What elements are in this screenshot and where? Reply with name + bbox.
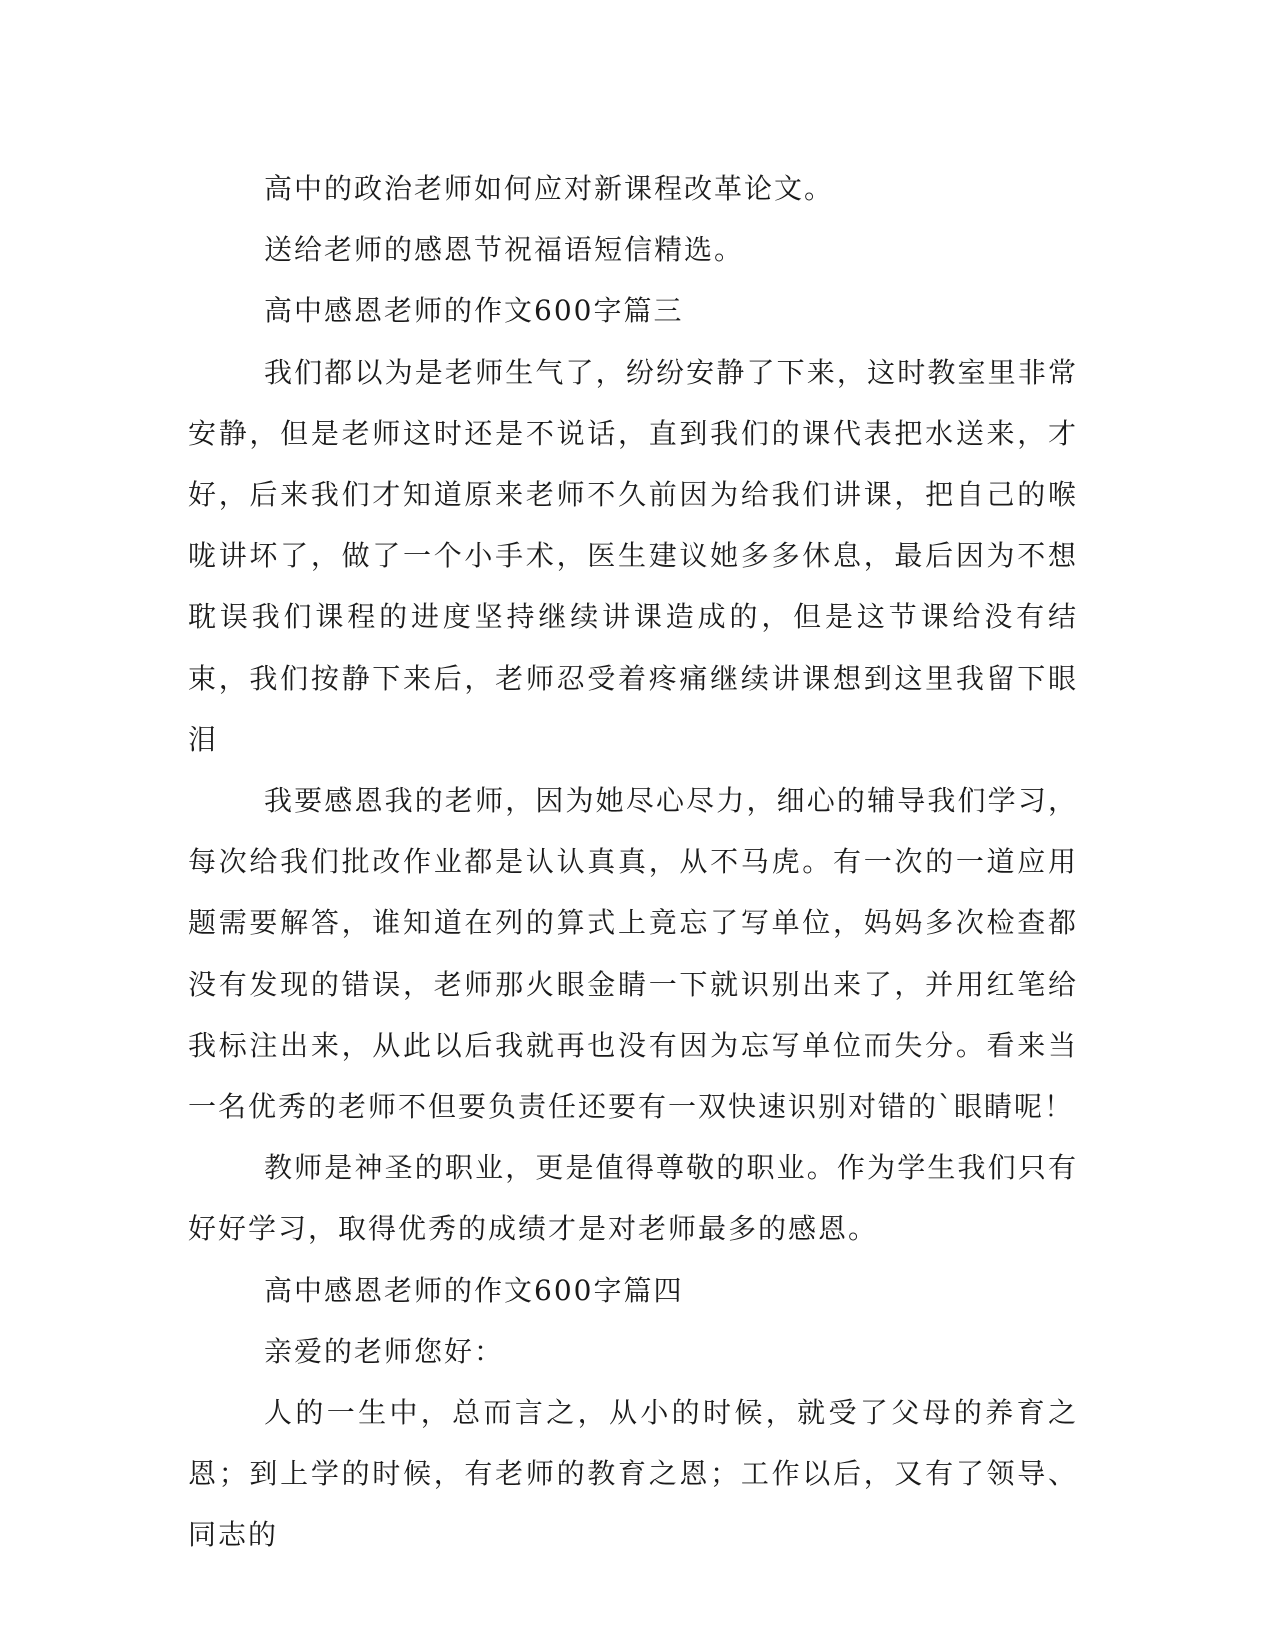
paragraph-9: 人的一生中，总而言之，从小的时候，就受了父母的养育之恩；到上学的时候，有老师的教育之恩；工作以后，又有了领导、同志的: [188, 1396, 1078, 1552]
paragraph-2: 送给老师的感恩节祝福语短信精选。: [264, 233, 745, 267]
paragraph-4: 我们都以为是老师生气了，纷纷安静了下来，这时教室里非常安静，但是老师这时还是不说话，直到我们的课代表把水送来，才好，后来我们才知道原来老师不久前因为给我们讲课，把自己的喉咙讲坏了，做了一个小手术，医生建议她多多休息，最后因为不想耽误我们课程的进度坚持继续讲课造成的，但是这节课给没有结束，我们按静下来后，老师忍受着疼痛继续讲课想到这里我留下眼泪: [188, 355, 1078, 756]
paragraph-6: 教师是神圣的职业，更是值得尊敬的职业。作为学生我们只有好好学习，取得优秀的成绩才是对老师最多的感恩。: [188, 1151, 1078, 1246]
document-body: [188, 158, 1078, 1566]
section-heading-4: 高中感恩老师的作文600字篇四: [264, 1273, 684, 1307]
paragraph-1: 高中的政治老师如何应对新课程改革论文。: [264, 172, 835, 205]
paragraph-5: 我要感恩我的老师，因为她尽心尽力，细心的辅导我们学习，每次给我们批改作业都是认认真真，从不马虎。有一次的一道应用题需要解答，谁知道在列的算式上竟忘了写单位，妈妈多次检查都没有发现的错误，老师那火眼金睛一下就识别出来了，并用红笔给我标注出来，从此以后我就再也没有因为忘写单位而失分。看来当一名优秀的老师不但要负责任还要有一双快速识别对错的`眼睛呢！: [188, 784, 1078, 1124]
letter-salutation: 亲爱的老师您好：: [264, 1334, 505, 1368]
section-heading-3: 高中感恩老师的作文600字篇三: [264, 294, 684, 328]
